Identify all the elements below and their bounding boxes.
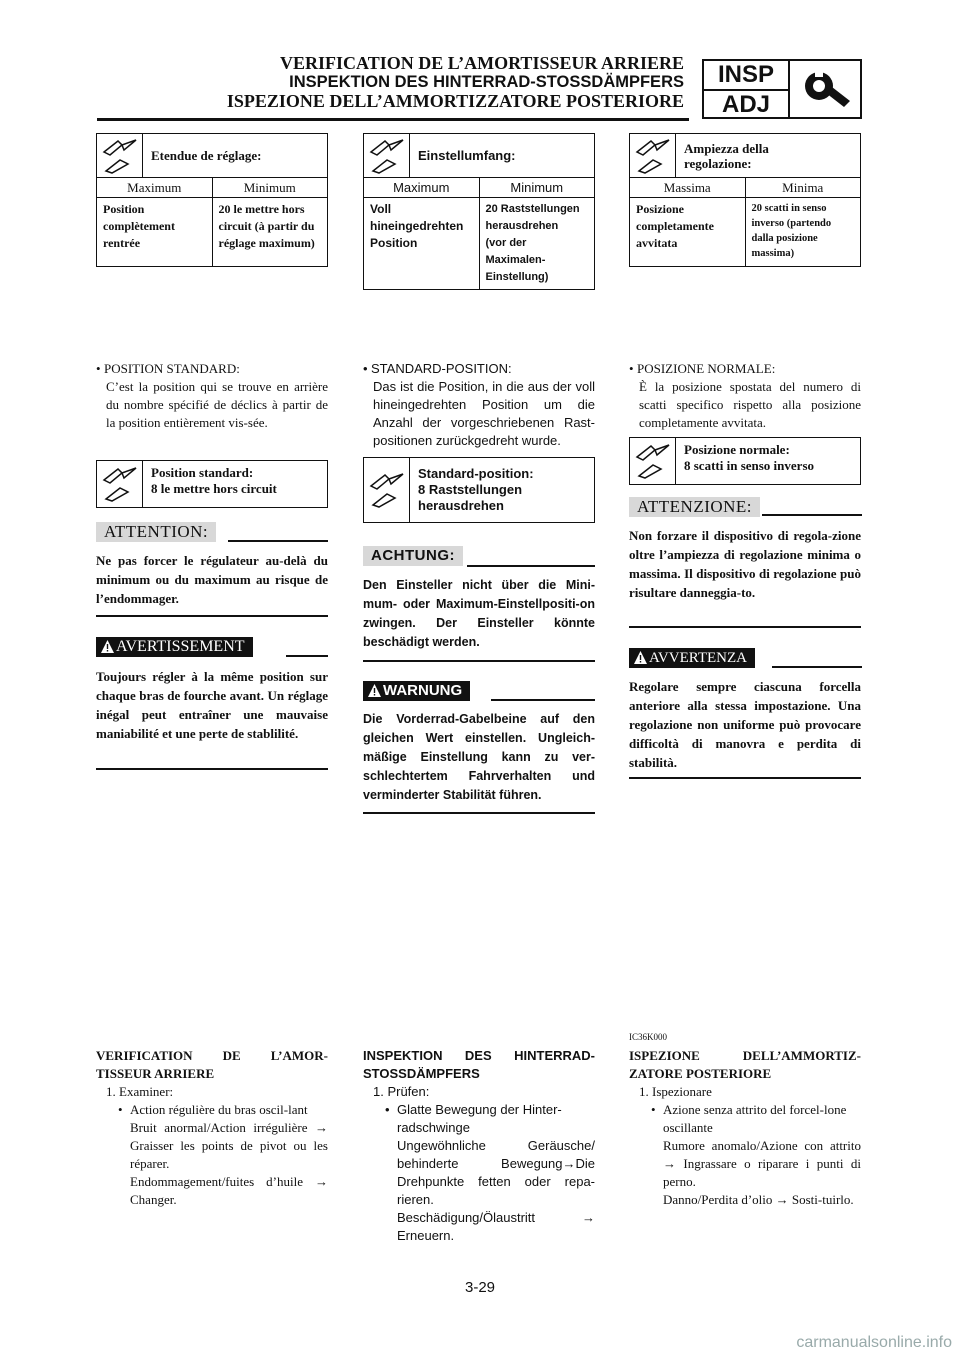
warning-triangle-icon	[368, 684, 381, 697]
inspection-line: Ungewöhnliche Geräusche/ behinderte Bewegung→Die Drehpunkte fetten oder repa-rieren.	[397, 1138, 595, 1207]
spec-table-de	[363, 133, 595, 290]
std-description: Das ist die Position, in die aus der voll hineingedrehten Position um die Anzahl der vorgeschriebenen Rast-positionen zurückgedreht wurde.	[373, 379, 595, 448]
spec-min-value: 20 scatti in senso inverso (partendo dalla posizione massima)	[751, 203, 832, 259]
inspection-line: Beschädigung/Ölaustritt → Erneuern.	[397, 1210, 595, 1243]
inspection-step: 1. Examiner:	[106, 1084, 174, 1099]
pen-tool-icon	[364, 458, 410, 522]
pen-tool-icon	[97, 461, 143, 507]
badge-adj: ADJ	[721, 91, 770, 118]
warning-end-rule	[629, 777, 861, 779]
std-heading: POSITION STANDARD:	[104, 361, 240, 376]
warning-end-rule	[363, 812, 595, 814]
inspection-title: INSPEKTION DES HINTERRAD-STOSSDÄMPFERS	[363, 1048, 595, 1081]
header-title-de: INSPEKTION DES HINTERRAD-STOSSDÄMPFERS	[289, 73, 684, 91]
inspection-bullet: Glatte Bewegung der Hinter-radschwinge	[397, 1102, 562, 1135]
spec-max-value: Voll hineingedrehten Position	[364, 198, 480, 289]
spec-col-min: Minima	[782, 180, 824, 195]
warning-tag-it	[629, 648, 755, 668]
warning-text-fr: Toujours régler à la même position sur chaque bras de fourche avant. Un réglage inégal peut entraîner une mauvaise maniabilité et une perte de stablilité.	[96, 669, 328, 741]
page-number: 3-29	[464, 1279, 496, 1296]
spec-col-min: Minimum	[510, 180, 564, 195]
spec-title: Etendue de réglage:	[151, 148, 262, 163]
caution-text-it: Non forzare il dispositivo di regola-zione oltre l’ampiezza di regolazione minima o massima. Il dispositivo di regolazione può risultare danneggia-to.	[629, 528, 861, 600]
badge-insp: INSP	[704, 61, 788, 91]
std-box-it	[629, 437, 861, 485]
inspection-title: ISPEZIONE DELL’AMMORTIZ-ZATORE POSTERIORE	[629, 1048, 861, 1081]
warning-rule	[286, 655, 328, 657]
warning-text-it: Regolare sempre ciascuna forcella anteriore alla stessa impostazione. Una regolazione non uniforme può provocare difficoltà di manovra e perdita di stabilità.	[629, 679, 861, 770]
warning-label: AVVERTENZA	[649, 650, 747, 666]
header-title-it: ISPEZIONE DELL’AMMORTIZZATORE POSTERIORE	[226, 91, 684, 111]
spec-col-max: Maximum	[97, 178, 213, 197]
wrench-icon	[790, 61, 860, 117]
spec-table-it	[629, 133, 861, 267]
std-box-text: Posizione normale: 8 scatti in senso inverso	[684, 442, 814, 473]
caution-rule	[467, 565, 595, 567]
section-code: IC36K000	[629, 1032, 667, 1042]
caution-text-de: Den Einsteller nicht über die Mini-mum- oder Maximum-Einstellpositi-on zwingen. Der Einsteller könnte beschädigt werden.	[363, 578, 595, 649]
warning-rule	[491, 699, 595, 701]
inspection-line: Endommagement/fuites d’huile → Changer.	[130, 1174, 328, 1207]
watermark: carmanualsonline.info	[796, 1334, 952, 1351]
std-box-de	[363, 457, 595, 523]
inspection-title: VERIFICATION DE L’AMOR-TISSEUR ARRIERE	[96, 1048, 328, 1081]
warning-end-rule	[96, 768, 328, 770]
caution-end-rule	[96, 615, 328, 617]
warning-rule	[772, 666, 862, 668]
caution-tag-fr: ATTENTION:	[96, 522, 216, 542]
caution-end-rule	[363, 660, 595, 662]
warning-triangle-icon	[634, 651, 647, 664]
std-description: C’est la position qui se trouve en arrière du nombre spécifié de déclics à partir de la position entièrement vis-sée.	[106, 379, 328, 430]
page-header-titles	[227, 54, 684, 111]
pen-tool-icon	[630, 134, 676, 177]
std-heading: POSIZIONE NORMALE:	[637, 361, 776, 376]
inspection-line: Bruit anormal/Action irrégulière → Graisser les points de pivot ou les réparer.	[130, 1120, 328, 1171]
warning-tag-de	[363, 681, 470, 701]
caution-text-fr: Ne pas forcer le régulateur au-delà du minimum ou du maximum au risque de l’endommager.	[96, 553, 328, 606]
warning-label: AVERTISSEMENT	[116, 638, 245, 655]
inspection-bullet: Azione senza attrito del forcel-lone oscillante	[663, 1102, 847, 1135]
inspection-de: INSPEKTION DES HINTERRAD-STOSSDÄMPFERS 1. Prüfen: • Glatte Bewegung der Hinter-radschwinge Ungewöhnliche Geräusche/ behinderte Bewegung→Die Drehpunkte fetten oder repa-rieren. Beschädigung/Ölaustritt → Erneuern.	[363, 1048, 595, 1243]
spec-min-value: 20 Raststellungen herausdrehen (vor der Maximalen- Einstellung)	[485, 203, 580, 283]
caution-tag-de: ACHTUNG:	[363, 546, 463, 566]
std-heading: STANDARD-POSITION:	[371, 361, 512, 376]
spec-max-value: Posizione completamente avvitata	[630, 198, 746, 266]
spec-col-max: Massima	[630, 178, 746, 197]
std-description: È la posizione spostata del numero di scatti specifico rispetto alla posizione completamente avvitata.	[639, 379, 861, 430]
inspection-line: Danno/Perdita d’olio → Sosti-tuirlo.	[663, 1192, 854, 1207]
std-position-it: • POSIZIONE NORMALE: È la posizione spostata del numero di scatti specifico rispetto alla posizione completamente avvitata.	[629, 361, 861, 430]
std-box-fr	[96, 460, 328, 508]
spec-title: Einstellumfang:	[418, 148, 516, 163]
caution-rule	[762, 514, 862, 516]
warning-label: WARNUNG	[383, 682, 463, 699]
inspection-step: 1. Ispezionare	[639, 1084, 712, 1099]
spec-title: Ampiezza della regolazione:	[684, 140, 769, 171]
warning-triangle-icon	[101, 640, 114, 653]
inspection-line: Rumore anomalo/Azione con attrito → Ingrassare o riparare i punti di perno.	[663, 1138, 861, 1189]
std-position-de: • STANDARD-POSITION: Das ist die Position, in die aus der voll hineingedrehten Position um die Anzahl der vorgeschriebenen Rast-positionen zurückgedreht wurde.	[363, 361, 595, 448]
caution-tag-it: ATTENZIONE:	[629, 497, 760, 517]
spec-max-value: Position complètement rentrée	[97, 198, 213, 266]
std-box-text: Position standard: 8 le mettre hors circuit	[151, 465, 277, 496]
insp-adj-badge	[702, 59, 862, 119]
pen-tool-icon	[630, 438, 676, 484]
spec-min-value: 20 le mettre hors circuit (à partir du réglage maximum)	[218, 202, 315, 250]
warning-text-de: Die Vorderrad-Gabelbeine auf den gleichen Wert einstellen. Ungleich-mäßige Einstellung kann zu ver-schlechtertem Fahrverhalten und verminderter Stabilität führen.	[363, 712, 595, 802]
spec-col-max: Maximum	[364, 178, 480, 197]
std-position-fr: • POSITION STANDARD: C’est la position qui se trouve en arrière du nombre spécifié de déclics à partir de la position entièrement vis-sée.	[96, 361, 328, 430]
warning-tag-fr	[96, 637, 253, 657]
pen-tool-icon	[97, 134, 143, 177]
spec-table-fr	[96, 133, 328, 267]
pen-tool-icon	[364, 134, 410, 177]
header-title-fr: VERIFICATION DE L’AMORTISSEUR ARRIERE	[280, 53, 684, 73]
std-box-text: Standard-position: 8 Raststellungen herausdrehen	[418, 466, 534, 513]
header-rule	[97, 118, 689, 121]
spec-col-min: Minimum	[243, 180, 296, 195]
caution-rule	[228, 540, 328, 542]
inspection-it: ISPEZIONE DELL’AMMORTIZ-ZATORE POSTERIORE 1. Ispezionare • Azione senza attrito del forcel-lone oscillante Rumore anomalo/Azione con attrito → Ingrassare o riparare i punti di perno. Danno/Perdita d’olio → Sosti-tuirlo.	[629, 1048, 861, 1207]
inspection-bullet: Action régulière du bras oscil-lant	[130, 1102, 308, 1117]
inspection-step: 1. Prüfen:	[373, 1084, 430, 1099]
inspection-fr: VERIFICATION DE L’AMOR-TISSEUR ARRIERE 1. Examiner: • Action régulière du bras oscil-lant Bruit anormal/Action irrégulière → Graisser les points de pivot ou les réparer. Endommagement/fuites d’huile → Changer.	[96, 1048, 328, 1207]
caution-end-rule	[629, 626, 861, 628]
